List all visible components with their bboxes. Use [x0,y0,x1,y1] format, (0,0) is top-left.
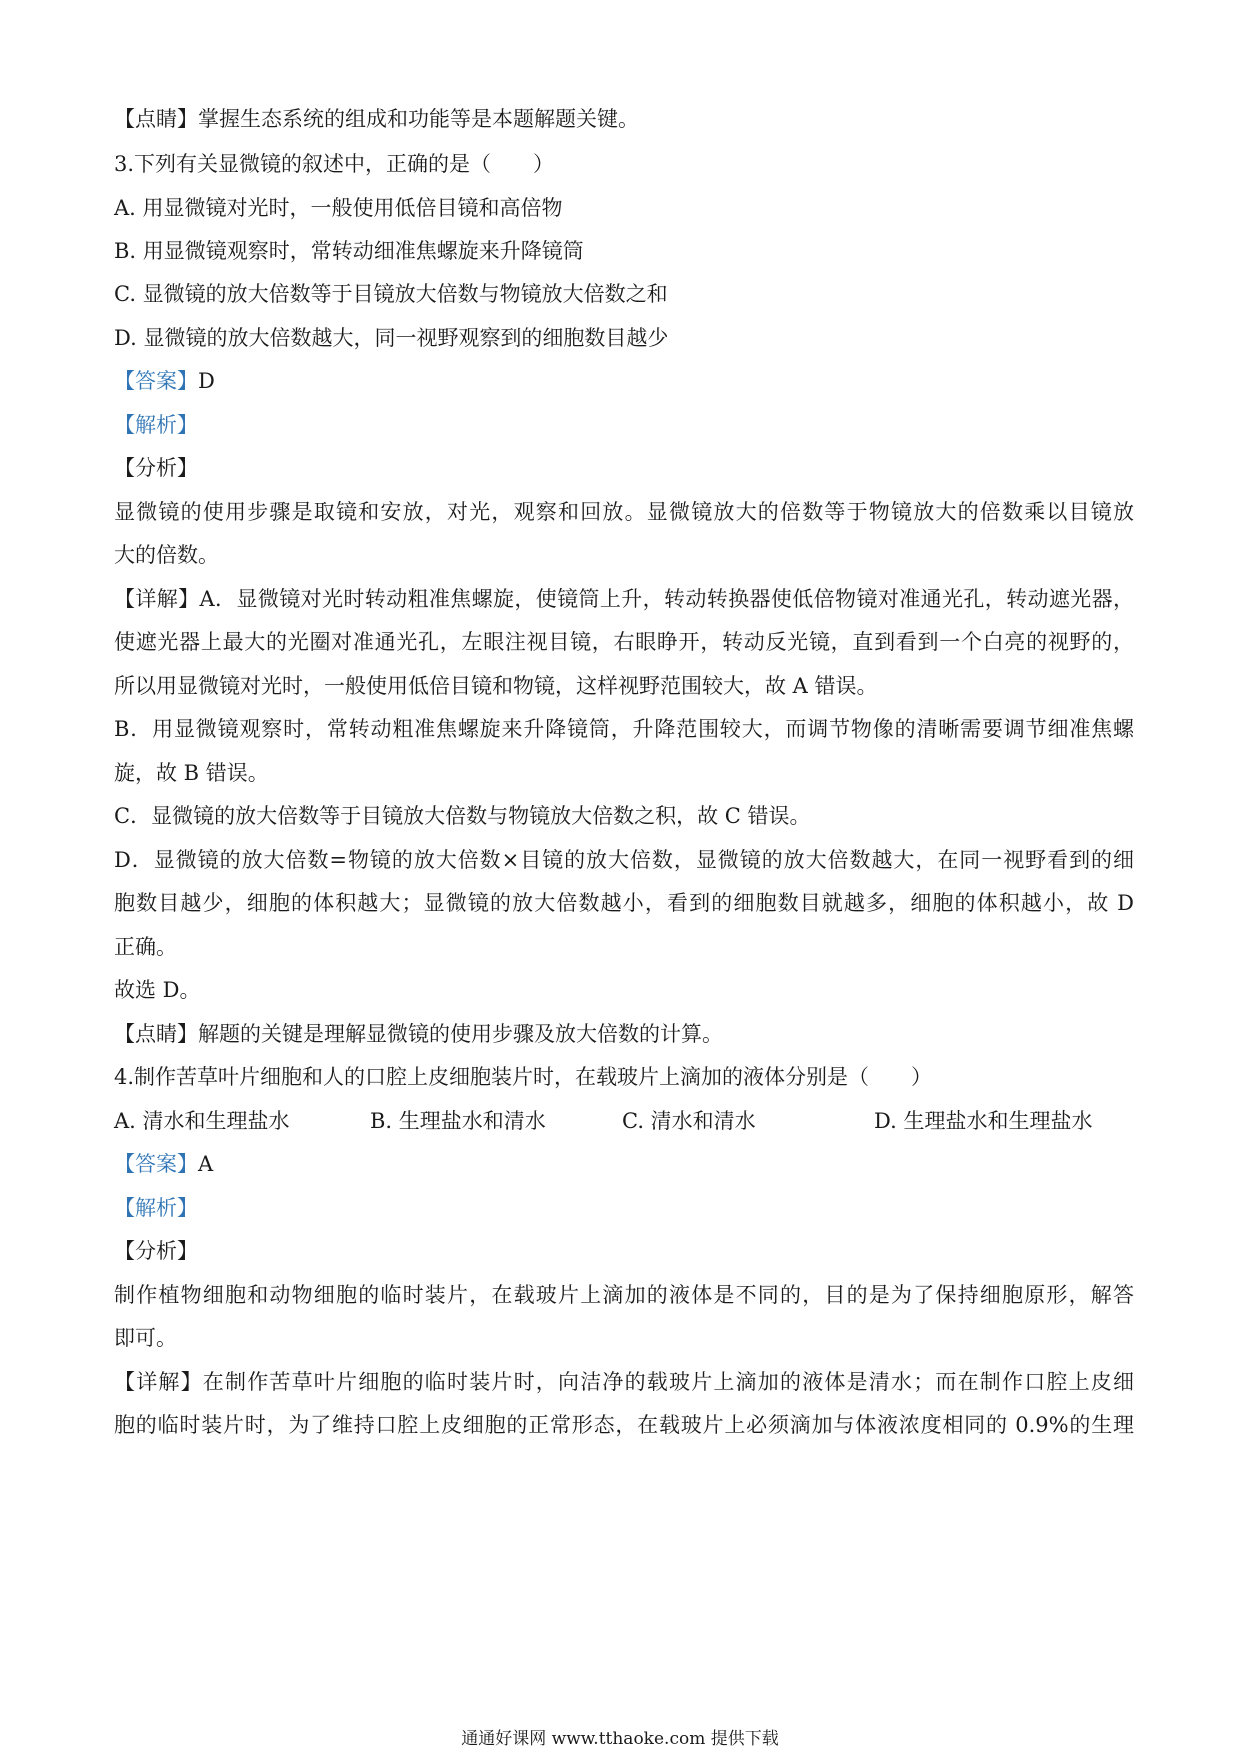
detail-text: 所以用显微镜对光时，一般使用低倍目镜和物镜，这样视野范围较大，故 A 错误。 [114,674,878,698]
answer-value: A [198,1152,214,1176]
option-b: B. 生理盐水和清水 [370,1109,546,1133]
detail-text: 正确。 [114,935,177,959]
option-b: B. 用显微镜观察时，常转动细准焦螺旋来升降镜筒 [114,239,584,263]
analysis-text: 大的倍数。 [114,543,219,567]
detail-text: 胞数目越少，细胞的体积越大；显微镜的放大倍数越小，看到的细胞数目就越多，细胞的体积越小，故 D [114,891,1134,915]
answer-label: 【答案】 [114,369,198,393]
detail-text: B．用显微镜观察时，常转动粗准焦螺旋来升降镜筒，升降范围较大，而调节物像的清晰需要调节细准焦螺 [114,717,1134,741]
detail-text: 【详解】在制作苦草叶片细胞的临时装片时，向洁净的载玻片上滴加的液体是清水；而在制作口腔上皮细 [114,1370,1134,1394]
option-c: C. 显微镜的放大倍数等于目镜放大倍数与物镜放大倍数之和 [114,282,668,306]
option-a: A. 用显微镜对光时，一般使用低倍目镜和高倍物 [114,196,563,220]
analysis-text: 即可。 [114,1326,177,1350]
analysis-text: 制作植物细胞和动物细胞的临时装片，在载玻片上滴加的液体是不同的，目的是为了保持细胞原形，解答 [114,1283,1134,1307]
answer-line [114,1149,1134,1179]
page-footer: 通通好课网 www.tthaoke.com 提供下载 [461,1729,779,1749]
analysis-heading: 【解析】 [114,1196,198,1220]
conclusion-text: 故选 D。 [114,978,201,1002]
detail-text: 胞的临时装片时，为了维持口腔上皮细胞的正常形态，在载玻片上必须滴加与体液浓度相同的 0.9%的生理 [114,1413,1134,1437]
answer-label: 【答案】 [114,1152,198,1176]
detail-text: 旋，故 B 错误。 [114,761,269,785]
option-d: D. 显微镜的放大倍数越大，同一视野观察到的细胞数目越少 [114,326,669,350]
answer-value: D [198,369,215,393]
detail-text: C．显微镜的放大倍数等于目镜放大倍数与物镜放大倍数之积，故 C 错误。 [114,804,811,828]
analysis-subheading: 【分析】 [114,456,198,480]
detail-text: 使遮光器上最大的光圈对准通光孔，左眼注视目镜，右眼睁开，转动反光镜，直到看到一个白亮的视野的， [114,630,1134,654]
question-4: 4.制作苦草叶片细胞和人的口腔上皮细胞装片时，在载玻片上滴加的液体分别是（ ） [114,1065,933,1089]
analysis-subheading: 【分析】 [114,1239,198,1263]
detail-text: 【详解】A．显微镜对光时转动粗准焦螺旋，使镜筒上升，转动转换器使低倍物镜对准通光孔，转动遮光器， [114,587,1134,611]
option-d: D. 生理盐水和生理盐水 [874,1109,1093,1133]
question-3: 3.下列有关显微镜的叙述中，正确的是（ ） [114,152,555,176]
detail-text: D．显微镜的放大倍数=物镜的放大倍数×目镜的放大倍数，显微镜的放大倍数越大，在同一视野看到的细 [114,848,1134,872]
tip-line: 【点睛】解题的关键是理解显微镜的使用步骤及放大倍数的计算。 [114,1022,723,1046]
answer-line [114,366,1134,396]
option-a: A. 清水和生理盐水 [114,1109,290,1133]
analysis-heading: 【解析】 [114,413,198,437]
option-c: C. 清水和清水 [622,1109,756,1133]
analysis-text: 显微镜的使用步骤是取镜和安放，对光，观察和回放。显微镜放大的倍数等于物镜放大的倍数乘以目镜放 [114,500,1134,524]
tip-line: 【点睛】掌握生态系统的组成和功能等是本题解题关键。 [114,107,639,131]
